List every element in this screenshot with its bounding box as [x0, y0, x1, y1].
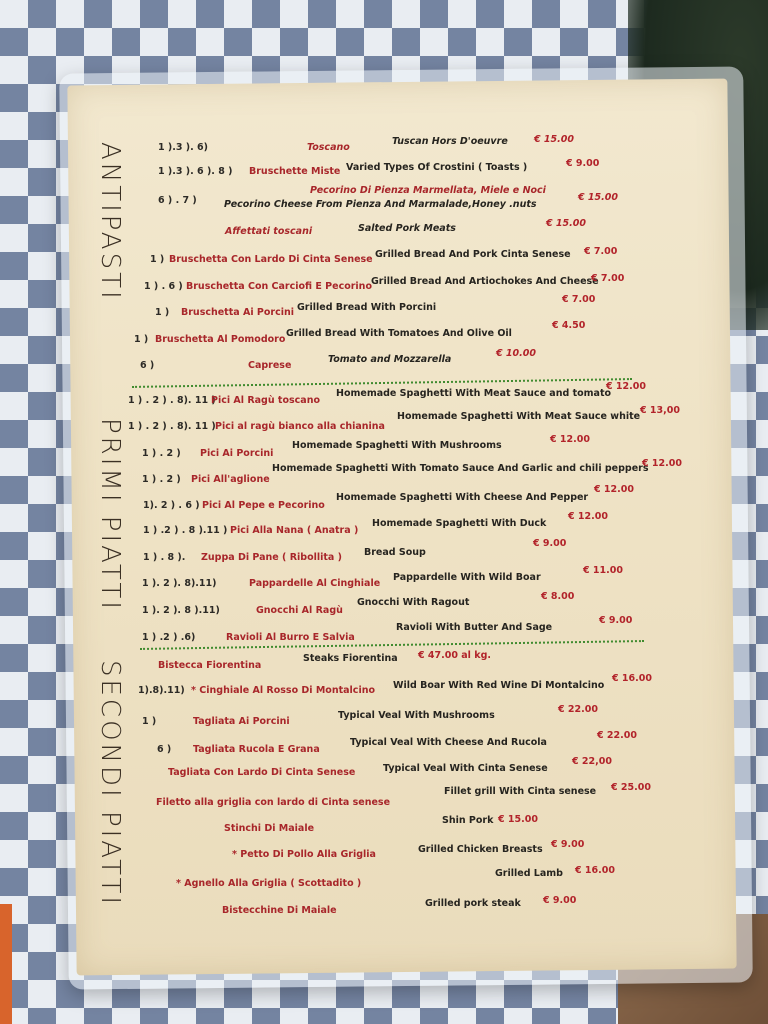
dish-name: Bruschette Miste	[249, 166, 341, 177]
allergen-codes: 1 ). 2 ). 8 ).11)	[142, 605, 220, 616]
dish-price: € 12.00	[594, 484, 634, 495]
menu-item	[0, 273, 768, 303]
dish-description: Wild Boar With Red Wine Di Montalcino	[393, 680, 605, 691]
dish-description: Grilled Lamb	[495, 868, 563, 879]
dish-description: Homemade Spaghetti With Tomato Sauce And Garlic and chili peppers	[272, 463, 649, 474]
dish-name: Pici Al Pepe e Pecorino	[202, 500, 325, 511]
dish-name: Pici Alla Nana ( Anatra )	[230, 525, 359, 536]
dish-price: € 15.00	[546, 218, 586, 229]
dish-price: € 9.00	[551, 839, 585, 850]
allergen-codes: 1 ) .2 ) . 8 ).11 )	[143, 525, 228, 536]
dish-description: Grilled Bread And Artiochokes And Cheese	[371, 276, 599, 287]
dish-name: Pici All'aglione	[191, 474, 270, 485]
allergen-codes: 1).8).11)	[138, 685, 185, 696]
dish-price: € 7.00	[562, 294, 596, 305]
dish-description: Homemade Spaghetti With Duck	[372, 518, 547, 529]
dish-price: € 47.00 al kg.	[418, 650, 491, 661]
dish-description: Grilled Bread And Pork Cinta Senese	[375, 249, 571, 260]
dish-price: € 25.00	[611, 782, 651, 793]
section-title-antipasti: ANTIPASTI	[95, 142, 125, 302]
allergen-codes: 1 ) . 2 )	[142, 448, 181, 459]
menu-item	[0, 704, 768, 738]
allergen-codes: 1 ). 2 ). 8).11)	[142, 578, 217, 589]
dish-description: Varied Types Of Crostini ( Toasts )	[346, 162, 528, 173]
dish-description: Pappardelle With Wild Boar	[393, 572, 541, 583]
dish-name: * Agnello Alla Griglia ( Scottadito )	[176, 878, 362, 889]
section-title-primi: PRIMI PIATTI	[95, 418, 125, 612]
dish-price: € 13,00	[640, 405, 680, 416]
dish-price: € 16.00	[612, 673, 652, 684]
menu-item	[0, 218, 768, 248]
menu-item	[0, 246, 768, 276]
dish-description: Tomato and Mozzarella	[328, 354, 452, 365]
dish-name: Pecorino Di Pienza Marmellata, Miele e Noci	[310, 185, 546, 196]
dish-name: * Cinghiale Al Rosso Di Montalcino	[191, 685, 375, 696]
menu-item	[0, 538, 768, 574]
menu-item	[0, 865, 768, 900]
menu-item	[0, 673, 768, 707]
dish-name: Affettati toscani	[225, 226, 313, 237]
menu-item	[0, 839, 768, 871]
dish-name: Bruschetta Al Pomodoro	[155, 334, 286, 345]
dish-name: Bruschetta Ai Porcini	[181, 307, 294, 318]
dish-name: Tagliata Con Lardo Di Cinta Senese	[168, 767, 356, 778]
dish-description: Tuscan Hors D'oeuvre	[392, 136, 508, 147]
dish-description: Bread Soup	[364, 547, 426, 558]
menu-item	[0, 756, 768, 789]
allergen-codes: 1 ) . 8 ).	[143, 552, 186, 563]
allergen-codes: 1 )	[134, 334, 149, 345]
dish-description: Homemade Spaghetti With Meat Sauce white	[397, 411, 641, 422]
dish-price: € 11.00	[583, 565, 623, 576]
dish-description: Salted Pork Meats	[358, 223, 456, 234]
dish-description: Steaks Fiorentina	[303, 653, 398, 664]
menu-item	[0, 814, 768, 845]
allergen-codes: 1 ).3 ). 6)	[158, 142, 208, 153]
dish-price: € 8.00	[541, 591, 575, 602]
dish-price: € 16.00	[575, 865, 615, 876]
dish-name: Stinchi Di Maiale	[224, 823, 315, 834]
allergen-codes: 1 )	[142, 716, 157, 727]
dish-description: Grilled Bread With Porcini	[297, 302, 437, 313]
menu-item	[0, 511, 768, 547]
allergen-codes: 1 ).3 ). 6 ). 8 )	[158, 166, 233, 177]
dish-name: Bruschetta Con Carciofi E Pecorino	[186, 281, 372, 292]
menu-item	[0, 782, 768, 819]
dish-name: Zuppa Di Pane ( Ribollita )	[201, 552, 342, 563]
dish-price: € 15.00	[578, 192, 618, 203]
menu-item	[0, 320, 768, 356]
dish-price: € 22.00	[597, 730, 637, 741]
dish-price: € 9.00	[543, 895, 577, 906]
section-title-secondi: SECONDI PIATTI	[95, 660, 125, 908]
dish-name: Pici Ai Porcini	[200, 448, 274, 459]
dish-price: € 15.00	[498, 814, 538, 825]
dish-description: Pecorino Cheese From Pienza And Marmalade,Honey .nuts	[224, 199, 537, 210]
allergen-codes: 1 )	[155, 307, 170, 318]
dish-description: Gnocchi With Ragout	[357, 597, 470, 608]
allergen-codes: 1 ) . 2 ) . 8). 11 )	[128, 395, 216, 406]
menu-item	[0, 134, 768, 164]
dish-name: Caprese	[248, 360, 292, 371]
allergen-codes: 1). 2 ) . 6 )	[143, 500, 200, 511]
dish-name: Toscano	[307, 142, 350, 153]
allergen-codes: 6 )	[140, 360, 155, 371]
dish-name: Gnocchi Al Ragù	[256, 605, 343, 616]
allergen-codes: 6 )	[157, 744, 172, 755]
allergen-codes: 1 ) .2 ) .6)	[142, 632, 196, 643]
allergen-codes: 1 )	[150, 254, 165, 265]
dish-price: € 12.00	[606, 381, 646, 392]
dish-description: Fillet grill With Cinta senese	[444, 786, 597, 797]
dish-description: Typical Veal With Mushrooms	[338, 710, 495, 721]
dish-price: € 22,00	[572, 756, 612, 767]
dish-description: Homemade Spaghetti With Mushrooms	[292, 440, 502, 451]
dish-price: € 9.00	[599, 615, 633, 626]
menu-item	[0, 591, 768, 627]
dish-description: Homemade Spaghetti With Cheese And Pepper	[336, 492, 589, 503]
dish-price: € 7.00	[591, 273, 625, 284]
dish-price: € 7.00	[584, 246, 618, 257]
allergen-codes: 1 ) . 2 )	[142, 474, 181, 485]
menu-item	[0, 650, 768, 682]
dish-price: € 4.50	[552, 320, 586, 331]
dish-description: Ravioli With Butter And Sage	[396, 622, 553, 633]
dish-name: Bistecca Fiorentina	[158, 660, 262, 671]
menu-item	[0, 294, 768, 329]
dish-name: Pici al ragù bianco alla chianina	[215, 421, 385, 432]
dish-description: Typical Veal With Cinta Senese	[383, 763, 548, 774]
dish-description: Grilled Chicken Breasts	[418, 844, 543, 855]
dish-description: Homemade Spaghetti With Meat Sauce and tomato	[336, 388, 612, 399]
dish-name: Tagliata Rucola E Grana	[193, 744, 320, 755]
dish-name: * Petto Di Pollo Alla Griglia	[232, 849, 376, 860]
dish-price: € 12.00	[642, 458, 682, 469]
dish-description: Typical Veal With Cheese And Rucola	[350, 737, 547, 748]
dish-price: € 22.00	[558, 704, 598, 715]
dish-name: Bistecchine Di Maiale	[222, 905, 337, 916]
menu-item	[0, 615, 768, 654]
dish-price: € 12.00	[568, 511, 608, 522]
dish-name: Ravioli Al Burro E Salvia	[226, 632, 355, 643]
allergen-codes: 1 ) . 6 )	[144, 281, 183, 292]
dish-description: Shin Pork	[442, 815, 494, 826]
dish-price: € 12.00	[550, 434, 590, 445]
dish-description: Grilled Bread With Tomatoes And Olive Oil	[286, 328, 512, 339]
dish-price: € 9.00	[566, 158, 600, 169]
allergen-codes: 1 ) . 2 ) . 8). 11 )	[128, 421, 216, 432]
menu-item	[0, 895, 768, 927]
menu-item	[0, 192, 768, 217]
dish-price: € 9.00	[533, 538, 567, 549]
dish-name: Pappardelle Al Cinghiale	[249, 578, 381, 589]
dish-name: Pici Al Ragù toscano	[211, 395, 320, 406]
dish-name: Filetto alla griglia con lardo di Cinta senese	[156, 797, 391, 808]
menu-item	[0, 348, 768, 382]
dish-price: € 15.00	[534, 134, 574, 145]
dish-price: € 10.00	[496, 348, 536, 359]
allergen-codes: 6 ) . 7 )	[158, 195, 197, 206]
dish-description: Grilled pork steak	[425, 898, 521, 909]
dish-name: Tagliata Ai Porcini	[193, 716, 290, 727]
dish-name: Bruschetta Con Lardo Di Cinta Senese	[169, 254, 373, 265]
